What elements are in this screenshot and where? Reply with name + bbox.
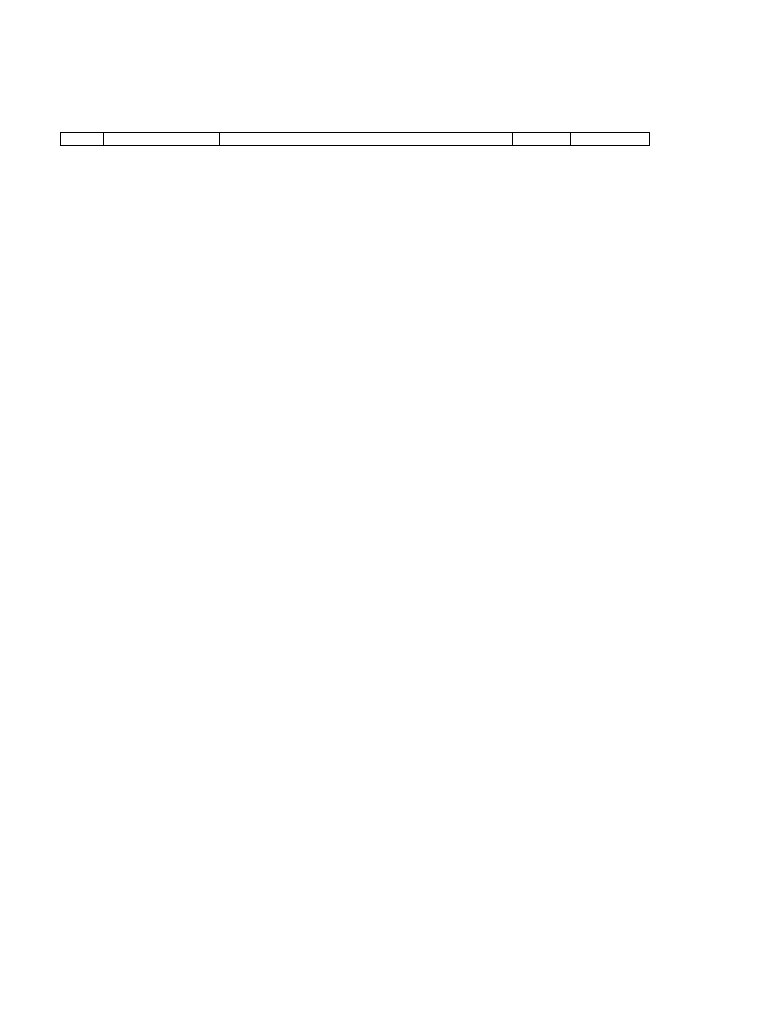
col-header-harga [571,133,650,146]
price-survey-table [60,132,650,146]
col-header-uraian [104,133,220,146]
col-header-satuan [513,133,571,146]
col-header-no [61,133,104,146]
col-header-spek [220,133,513,146]
table-header [61,133,650,146]
